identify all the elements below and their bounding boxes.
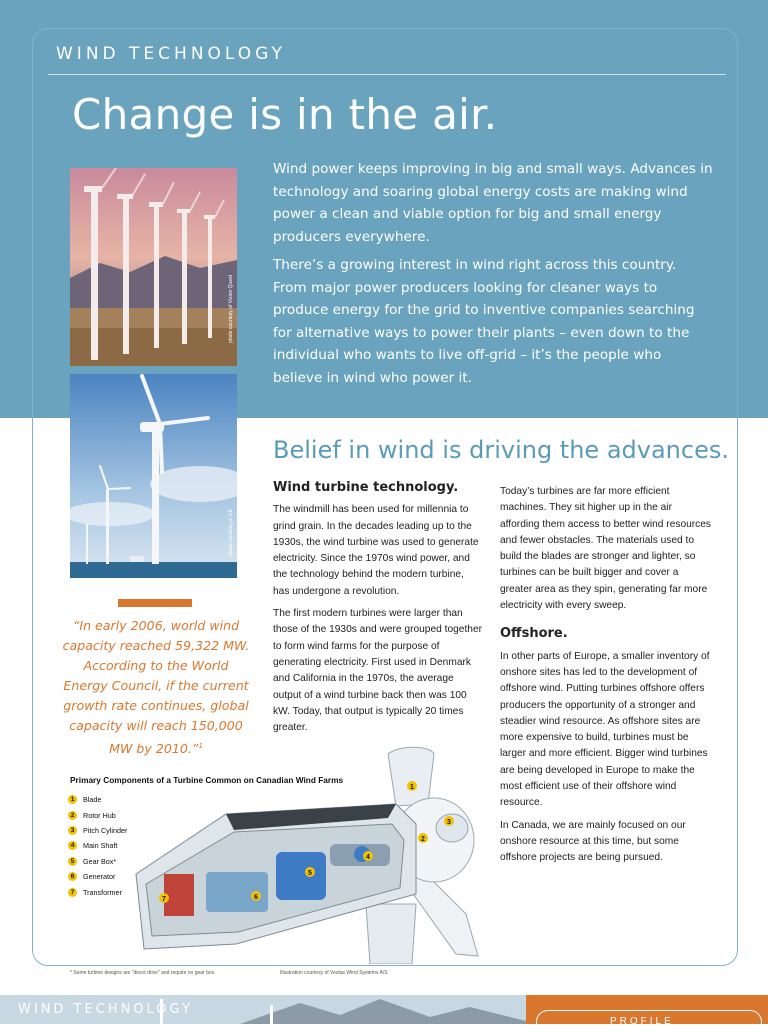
column-heading: Wind turbine technology. (273, 480, 459, 495)
body-paragraph: The windmill has been used for millennia to grind grain. In the decades leading up to the 1930s, the wind turbine was used to generate electricity. Since the 1970s wind power, and the technology behind the modern turbine, has undergone a revolution. (273, 504, 479, 597)
column-heading: Offshore. (500, 626, 568, 642)
footnote-marker: 1 (198, 742, 203, 750)
number-badge: 1 (68, 795, 77, 804)
section-subheading: Belief in wind is driving the advances. (273, 436, 729, 464)
svg-text:6: 6 (254, 894, 258, 901)
svg-text:1: 1 (410, 784, 414, 791)
legend-label: Main Shaft (83, 841, 118, 851)
legend-label: Gear Box* (83, 856, 117, 866)
quote-accent-bar (118, 599, 192, 607)
svg-text:4: 4 (366, 854, 370, 861)
diagram-title: Primary Components of a Turbine Common on Canadian Wind Farms (70, 775, 344, 785)
number-badge: 5 (68, 857, 77, 866)
body-paragraph: The first modern turbines were larger than those of the 1930s and were grouped together to form wind farms for the purpose of generating electricity. First used in Denmark and California in the 1970s, the average output of a wind turbine back then was 100 kW. Today, that output is typically 20 times greater. (273, 608, 482, 734)
pull-quote-text: “In early 2006, world wind capacity reached 59,322 MW. According to the World Energy Council, if the current growth rate continues, global capacity will reach 150,000 MW by 2010.” (62, 618, 250, 757)
legend-label: Pitch Cylinder (83, 825, 128, 835)
footer-section-label: WIND TECHNOLOGY (18, 1002, 193, 1017)
offshore-turbine-photo (70, 374, 237, 578)
number-badge: 6 (68, 872, 77, 881)
intro-paragraph: There’s a growing interest in wind right across this country. From major power producers looking for cleaner ways to produce energy for the grid to inventive companies searching for alternative ways to power their plants – even down to the individual who wants to live off-grid – it’s the people who believe in wind who power it. (273, 257, 695, 386)
body-paragraph: In other parts of Europe, a smaller inventory of onshore sites has led to the development of offshore wind. Putting turbines offshore offers producers the opportunity of a stronger and steadier wind resource. As offshore sites are more expensive to build, turbines must be larger and more efficient. Bigger wind turbines are being developed in Europe to make the most efficient use of their offshore wind resource. (500, 650, 710, 809)
svg-text:5: 5 (308, 870, 312, 877)
svg-text:2: 2 (421, 836, 425, 843)
svg-text:3: 3 (447, 819, 451, 826)
photo-credit: photo courtesy of Vision Quest (228, 274, 234, 343)
legend-label: Rotor Hub (83, 810, 116, 820)
legend-label: Blade (83, 795, 102, 805)
profile-label: PROFILE (610, 1016, 674, 1027)
number-badge: 4 (68, 841, 77, 850)
section-label: WIND TECHNOLOGY (56, 44, 286, 64)
number-badge: 7 (68, 888, 77, 897)
diagram-footnote: * Some turbine designs are "direct drive" and require no gear box. (70, 970, 216, 976)
body-paragraph: Today’s turbines are far more efficient machines. They sit higher up in the air affording them access to better wind resources and fewer obstacles. The materials used to build the blades are stronger and lighter, so turbines can be built bigger and cover a greater area as they spin, generating far more electricity with every sweep. (500, 486, 712, 612)
wind-farm-photo (70, 168, 237, 366)
intro-paragraph: Wind power keeps improving in big and small ways. Advances in technology and soaring global energy costs are making wind power a clean and viable option for big and small energy producers everywhere. (273, 161, 713, 245)
pull-quote (62, 616, 250, 759)
illustration-credit: Illustration courtesy of Vestas Wind Systems A/S (280, 970, 388, 976)
page-title: Change is in the air. (72, 90, 498, 139)
text-column-left (273, 480, 483, 742)
intro-text (273, 158, 713, 395)
legend-label: Generator (83, 872, 116, 882)
photo-credit: photo courtesy of GE (228, 509, 234, 556)
number-badge: 2 (68, 811, 77, 820)
svg-text:7: 7 (162, 896, 166, 903)
number-badge: 3 (68, 826, 77, 835)
header-divider (48, 74, 726, 75)
body-paragraph: In Canada, we are mainly focused on our onshore resource at this time, but some offshore projects are being pursued. (500, 819, 686, 864)
legend-label: Transformer (83, 887, 122, 897)
turbine-nacelle-illustration (116, 744, 492, 964)
text-column-right (500, 484, 712, 873)
